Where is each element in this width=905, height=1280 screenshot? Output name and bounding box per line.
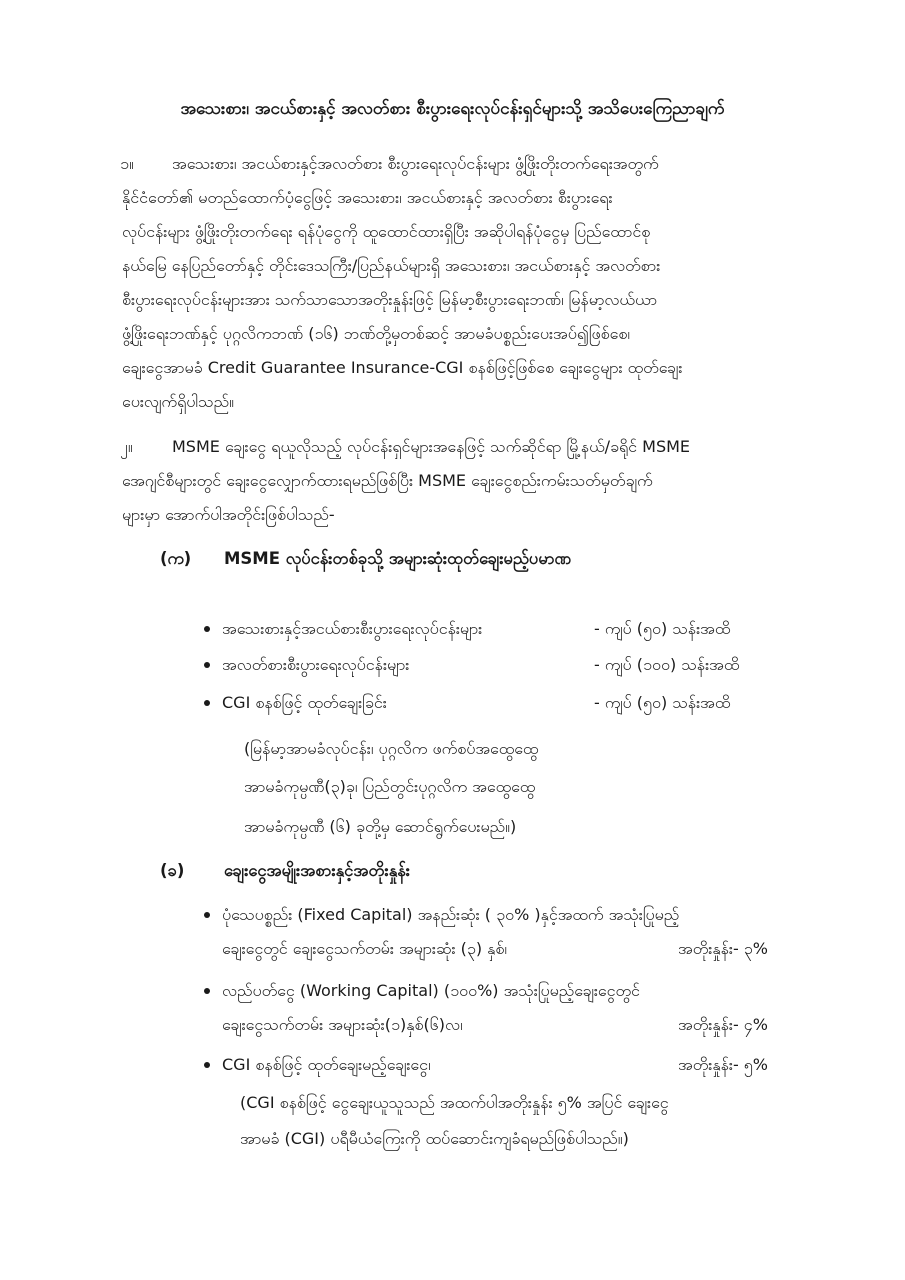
section-kha-heading	[160, 856, 410, 886]
interest-rate: အတိုးနှုန်း- ၄%	[678, 1015, 768, 1034]
section-ka-heading	[160, 544, 571, 574]
bullet-item	[222, 612, 842, 646]
section-heading-text: MSME လုပ်ငန်းတစ်ခုသို့ အများဆုံးထုတ်ချေးမည့်ပမာဏ	[224, 549, 572, 568]
bullet-label: အလတ်စားစီးပွားရေးလုပ်ငန်းများ	[222, 655, 410, 674]
paragraph-1-line: လုပ်ငန်းများ ဖွံ့ဖြိုးတိုးတက်ရေး ရန်ပုံငွေကို ထူထောင်ထားရှိပြီး အဆိုပါရန်ပုံငွေမှ ပြည်ထောင်စု	[122, 222, 651, 241]
paragraph-2-line: အေဂျင်စီများတွင် ချေးငွေလျှောက်ထားရမည်ဖြစ်ပြီး MSME ချေးငွေစည်းကမ်းသတ်မှတ်ချက်	[122, 471, 653, 490]
paragraph-1-line: ပေးလျက်ရှိပါသည်။	[122, 392, 234, 411]
paragraph-1-line	[120, 147, 835, 181]
paragraph-text: အသေးစား၊ အငယ်စားနှင့်အလတ်စား စီးပွားရေးလုပ်ငန်းများ ဖွံ့ဖြိုးတိုးတက်ရေးအတွက်	[172, 154, 659, 173]
bullet-label: CGI စနစ်ဖြင့် ထုတ်ချေးခြင်း	[222, 693, 387, 712]
document-title: အသေးစား၊ အငယ်စားနှင့် အလတ်စား စီးပွားရေးလုပ်ငန်းရှင်များသို့ အသိပေးကြေညာချက်	[180, 99, 725, 119]
bullet-text-line: ချေးငွေသက်တမ်း အများဆုံး(၁)နှစ်(၆)လ၊	[222, 1015, 463, 1034]
section-ka-note-line: အာမခံကုမ္ပဏီ(၃)ခု၊ ပြည်တွင်းပုဂ္ဂလိက အထွေထွေ	[244, 777, 536, 796]
bullet-dot	[204, 1062, 210, 1068]
paragraph-1-line: စီးပွားရေးလုပ်ငန်းများအား သက်သာသောအတိုးနှုန်းဖြင့် မြန်မာ့စီးပွားရေးဘဏ်၊ မြန်မာ့လယ်ယာ	[122, 290, 658, 309]
bullet-item	[222, 648, 842, 682]
section-ka-note-line: (မြန်မာ့အာမခံလုပ်ငန်း၊ ပုဂ္ဂလိက ဖက်စပ်အထွေထွေ	[244, 739, 539, 758]
paragraph-1-line: ချေးငွေအာမခံ Credit Guarantee Insurance-CGI စနစ်ဖြင့်ဖြစ်စေ ချေးငွေများ ထုတ်ချေး	[122, 358, 683, 377]
interest-rate: အတိုးနှုန်း- ၅%	[678, 1055, 768, 1074]
paragraph-1-line: နိုင်ငံတော်၏ မတည်ထောက်ပံ့ငွေဖြင့် အသေးစား၊ အငယ်စားနှင့် အလတ်စား စီးပွားရေး	[122, 188, 613, 207]
interest-rate: အတိုးနှုန်း- ၃%	[678, 939, 768, 958]
bullet-value: - ကျပ် (၅၀) သန်းအထိ	[594, 619, 731, 638]
bullet-item	[222, 686, 842, 720]
paragraph-text: MSME ချေးငွေ ရယူလိုသည့် လုပ်ငန်းရှင်များအနေဖြင့် သက်ဆိုင်ရာ မြို့နယ်/ခရိုင် MSME	[172, 437, 691, 456]
paragraph-number: ၂။	[120, 437, 133, 456]
bullet-value: - ကျပ် (၁၀၀) သန်းအထိ	[594, 655, 740, 674]
section-marker: (ခ)	[160, 861, 185, 880]
section-ka-note-line: အာမခံကုမ္ပဏီ (၆) ခုတို့မှ ဆောင်ရွက်ပေးမည်။)	[244, 817, 517, 836]
bullet-text-line: လည်ပတ်ငွေ (Working Capital) (၁၀၀%) အသုံးပြုမည့်ချေးငွေတွင်	[222, 981, 640, 1000]
bullet-text-line: CGI စနစ်ဖြင့် ထုတ်ချေးမည့်ချေးငွေ၊	[222, 1055, 431, 1074]
bullet-label: အသေးစားနှင့်အငယ်စားစီးပွားရေးလုပ်ငန်းများ	[222, 619, 483, 638]
paragraph-1-line: နယ်မြေ နေပြည်တော်နှင့် တိုင်းဒေသကြီး/ပြည်နယ်များရှိ အသေးစား၊ အငယ်စားနှင့် အလတ်စား	[122, 256, 661, 275]
bullet-item	[222, 974, 842, 1042]
paragraph-2-line: များမှာ အောက်ပါအတိုင်းဖြစ်ပါသည်-	[122, 505, 335, 524]
bullet-text-line: ပုံသေပစ္စည်း (Fixed Capital) အနည်းဆုံး ( ၃၀% )နှင့်အထက် အသုံးပြုမည့်	[222, 905, 680, 924]
bullet-dot	[204, 912, 210, 918]
paragraph-1-line: ဖွံ့ဖြိုးရေးဘဏ်နှင့် ပုဂ္ဂလိကဘဏ် (၁၆) ဘဏ်တို့မှတစ်ဆင့် အာမခံပစ္စည်းပေးအပ်၍ဖြစ်စေ၊	[122, 324, 630, 343]
bullet-item	[222, 898, 842, 966]
bullet-dot	[204, 662, 210, 668]
paragraph-number: ၁။	[120, 154, 134, 173]
bullet-dot	[204, 700, 210, 706]
section-kha-note-line: (CGI စနစ်ဖြင့် ငွေချေးယူသူသည် အထက်ပါအတိုးနှုန်း ၅% အပြင် ချေးငွေ	[240, 1093, 669, 1112]
bullet-dot	[204, 626, 210, 632]
paragraph-2-line	[120, 430, 835, 464]
bullet-text-line: ချေးငွေတွင် ချေးငွေသက်တမ်း အများဆုံး (၃) နှစ်၊	[222, 939, 507, 958]
bullet-value: - ကျပ် (၅၀) သန်းအထိ	[594, 693, 731, 712]
bullet-dot	[204, 988, 210, 994]
section-kha-note-line: အာမခံ (CGI) ပရီမီယံကြေးကို ထပ်ဆောင်းကျခံရမည်ဖြစ်ပါသည်။)	[240, 1129, 629, 1148]
bullet-item	[222, 1048, 842, 1082]
section-marker: (က)	[160, 549, 192, 568]
section-heading-text: ချေးငွေအမျိုးအစားနှင့်အတိုးနှုန်း	[224, 861, 410, 880]
